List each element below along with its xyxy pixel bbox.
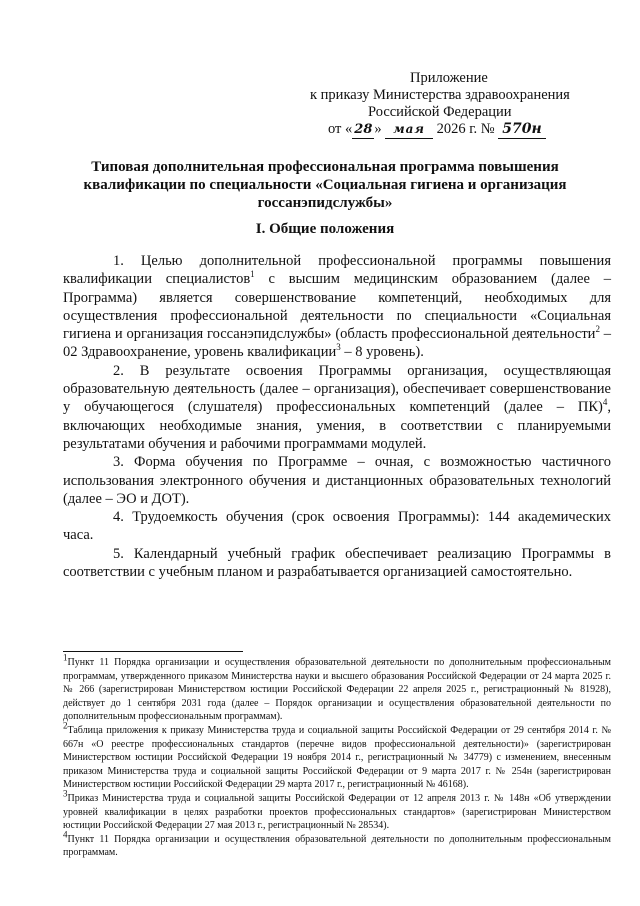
footnote-mark: 3 [63,788,68,799]
footnote-ref-1: 1 [250,269,255,280]
order-date-line [300,121,600,139]
date-prefix: от « [328,121,353,137]
footnote-text: Таблица приложения к приказу Министерства труда и социальной защиты Российской Федерации от 29 сентября 2014 г. № 667н «О реестре профессиональных стандартов (перечне видов профессиональной деятельности)» (зарегистрирован Министерством юстиции Российской Федерации 19 ноября 2014 г., регистрационный № 34779) с изменением, внесенным приказом Министерства труда и социальной защиты Российской Федерации от 9 марта 2017 г. № 254н (зарегистрирован Министерством юстиции Российской Федерации 29 марта 2017 г., регистрационный № 46168). [63,724,611,791]
footnote-text: Пункт 11 Порядка организации и осуществления образовательной деятельности по дополнительным профессиональным программам. [63,833,611,859]
paragraph-2 [63,362,611,453]
date-month-handwritten: мая [385,121,433,139]
paragraph-4: 4. Трудоемкость обучения (срок освоения Программы): 144 академических часа. [63,509,611,544]
footnote-ref-4: 4 [602,397,608,408]
footnote-separator [63,651,243,652]
paragraph-2-text: 2. В результате освоения Программы организация, осуществляющая образовательную деятельность (далее – организация), обеспечивает совершенствование у обучающегося (слушателя) профессиональных компетенций (далее – ПК) [63,362,611,416]
appendix-header [300,70,600,139]
footnote-ref-2: 2 [595,324,600,335]
footnote-mark: 1 [63,652,68,663]
paragraph-3: 3. Форма обучения по Программе – очная, с возможностью частичного использования электронного обучения и дистанционных образовательных технологий (далее – ЭО и ДОТ). [63,454,611,507]
paragraph-1-text: – 8 уровень). [340,344,424,361]
date-day-handwritten: 28 [354,122,373,137]
footnote-4 [63,829,611,860]
document-body [63,252,611,581]
paragraph-1-text: – 02 Здравоохранение, уровень квалификации [63,326,612,361]
order-reference: к приказу Министерства здравоохранения [310,87,570,103]
footnote-3 [63,788,611,833]
footnote-mark: 2 [63,720,68,731]
footnote-1 [63,652,611,724]
section-heading: I. Общие положения [255,221,395,237]
paragraph-1-text: с высшим медицинским образованием (далее – Программа) является совершенствование компетенций, необходимых для осуществления профессиональной деятельности по специальности «Социальная гигиена и организация госсанэпидслужбы» (область профессиональной деятельности [63,271,611,343]
footnote-text: Приказ Министерства труда и социальной защиты Российской Федерации от 12 апреля 2013 г. № 148н «Об утверждении уровней квалификации в целях разработки проектов профессиональных стандартов» (зарегистрирован Министерством юстиции Российской Федерации 27 мая 2013 г., регистрационный № 28534). [63,792,611,832]
date-mid: » [374,121,382,137]
order-number-handwritten: 570н [498,121,545,139]
paragraph-1-text: 1. Целью дополнительной профессиональной программы повышения квалификации специалистов [63,253,611,288]
program-title: Типовая дополнительная профессиональная программа повышения квалификации по специальности «Социальная гигиена и организация госсанэпидслужбы» [83,159,567,211]
paragraph-5: 5. Календарный учебный график обеспечивает реализацию Программы в соответствии с учебным планом и разрабатывается организацией самостоятельно. [63,545,611,581]
paragraph-1 [63,252,611,362]
footnotes [63,652,611,860]
footnote-text: Пункт 11 Порядка организации и осуществления образовательной деятельности по дополнительным профессиональным программам, утвержденного приказом Министерства науки и высшего образования Российской Федерации от 24 марта 2025 г. № 266 (зарегистрирован Министерством юстиции Российской Федерации 22 апреля 2025 г., регистрационный № 81928), действует до 1 сентября 2031 года (далее – Порядок организации и осуществления образовательной деятельности по дополнительным профессиональным программам). [63,657,611,723]
ministry-country: Российской Федерации [368,104,512,120]
paragraph-2-text: , включающих необходимые знания, умения, в соответствии с планируемыми результатами обучения и рабочими программами модулей. [63,399,611,452]
footnote-mark: 4 [63,829,68,840]
footnote-ref-3: 3 [336,342,341,353]
date-year: 2026 г. № [432,121,499,137]
appendix-label: Приложение [410,70,488,86]
footnote-2 [63,720,611,792]
